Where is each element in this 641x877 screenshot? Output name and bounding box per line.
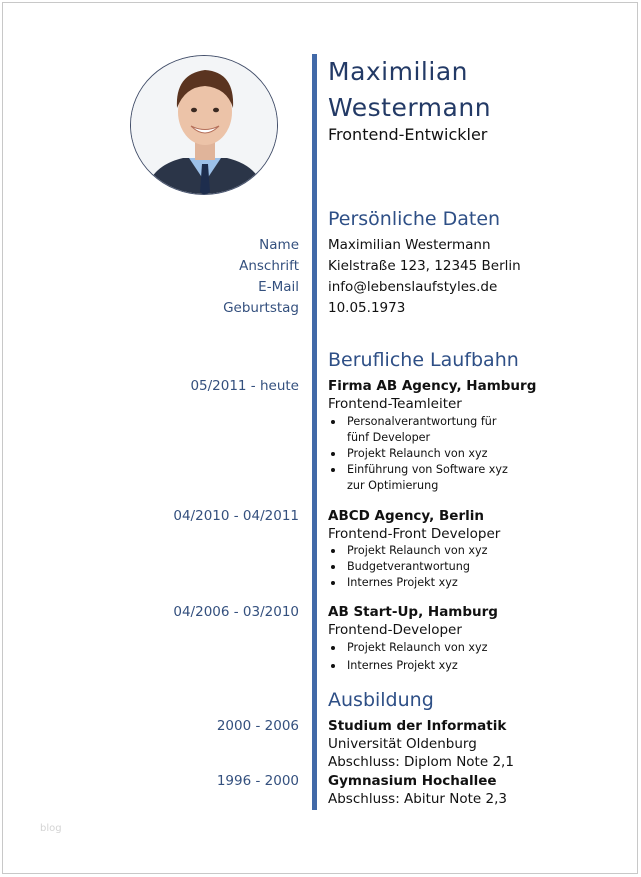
education-period: 2000 - 2006 [216, 718, 299, 734]
list-item: Budgetverantwortung [328, 559, 487, 575]
job-company: Firma AB Agency, Hamburg [328, 378, 537, 394]
job-company: ABCD Agency, Berlin [328, 508, 484, 524]
education-institution: Studium der Informatik [328, 718, 507, 734]
cv-page [2, 2, 638, 874]
value-email: info@lebenslaufstyles.de [328, 279, 498, 295]
list-item: Einführung von Software xyz zur Optimierung [328, 462, 525, 494]
list-item: Personalverantwortung für fünf Developer [328, 414, 525, 446]
section-title-career: Berufliche Laufbahn [328, 349, 519, 371]
job-bullet-list [328, 414, 525, 494]
label-email: E-Mail [258, 279, 299, 295]
job-role: Frontend-Front Developer [328, 526, 501, 542]
section-title-personal: Persönliche Daten [328, 208, 501, 230]
job-role: Frontend-Teamleiter [328, 396, 462, 412]
watermark-text: blog [40, 823, 62, 834]
list-item: Projekt Relaunch von xyz [328, 446, 525, 462]
label-birthday: Geburtstag [223, 300, 299, 316]
label-address: Anschrift [239, 258, 299, 274]
value-address: Kielstraße 123, 12345 Berlin [328, 258, 521, 274]
job-period: 04/2006 - 03/2010 [173, 604, 299, 620]
person-portrait-icon [131, 56, 278, 195]
job-title: Frontend-Entwickler [328, 125, 488, 144]
education-period: 1996 - 2000 [216, 773, 299, 789]
full-name [328, 54, 491, 126]
education-institution: Gymnasium Hochallee [328, 773, 497, 789]
job-company: AB Start-Up, Hamburg [328, 604, 498, 620]
list-item: Internes Projekt xyz [328, 575, 487, 591]
list-item: Internes Projekt xyz [328, 658, 487, 674]
job-period: 04/2010 - 04/2011 [173, 508, 299, 524]
profile-photo [130, 55, 278, 195]
value-birthday: 10.05.1973 [328, 300, 406, 316]
job-period: 05/2011 - heute [190, 378, 299, 394]
education-detail: Abschluss: Diplom Note 2,1 [328, 754, 514, 770]
accent-divider [312, 54, 317, 810]
job-bullet-list [328, 640, 487, 674]
job-role: Frontend-Developer [328, 622, 462, 638]
section-title-education: Ausbildung [328, 689, 434, 711]
last-name: Westermann [328, 93, 492, 122]
first-name: Maximilian [328, 57, 468, 86]
list-item: Projekt Relaunch von xyz [328, 543, 487, 559]
job-bullet-list [328, 543, 487, 591]
education-detail: Abschluss: Abitur Note 2,3 [328, 791, 507, 807]
education-detail: Universität Oldenburg [328, 736, 477, 752]
list-item: Projekt Relaunch von xyz [328, 640, 487, 656]
label-name: Name [259, 237, 299, 253]
value-name: Maximilian Westermann [328, 237, 491, 253]
